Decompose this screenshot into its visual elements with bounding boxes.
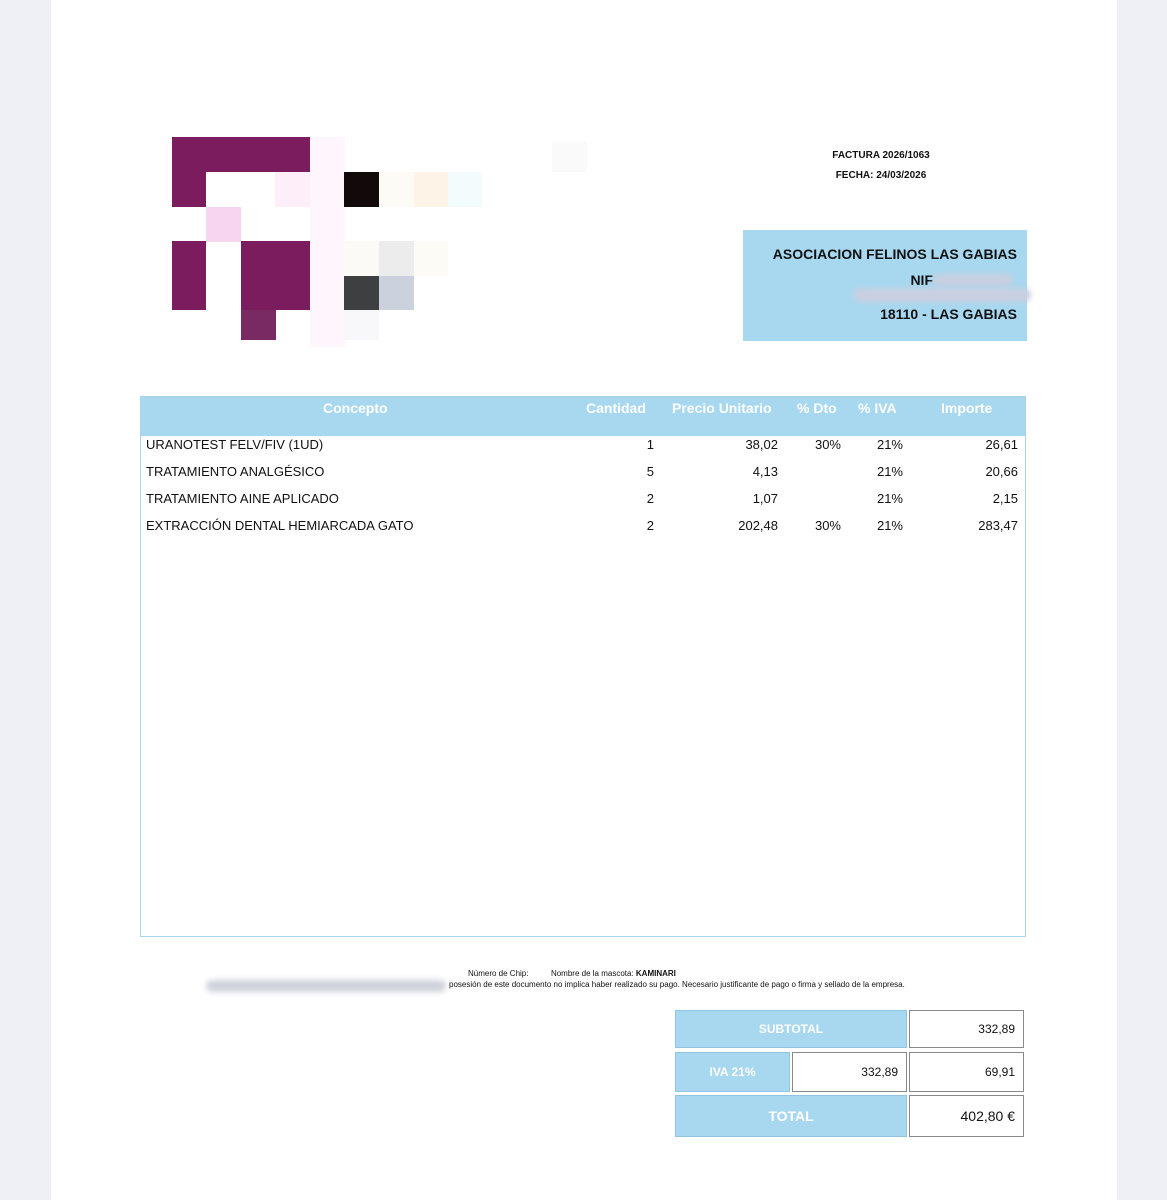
row-precio: 1,07	[752, 491, 778, 506]
client-name: ASOCIACION FELINOS LAS GABIAS	[772, 246, 1017, 262]
subtotal-value: 332,89	[909, 1010, 1024, 1048]
row-cantidad: 1	[646, 437, 654, 452]
client-box	[743, 230, 1027, 341]
chip-label: Número de Chip:	[468, 969, 529, 978]
row-concepto: URANOTEST FELV/FIV (1UD)	[146, 437, 324, 452]
payment-note: posesión de este documento no implica haber realizado su pago. Necesario justificante de pago o firma y sellado de la empresa.	[449, 980, 905, 989]
items-table-header	[141, 397, 1025, 436]
total-value: 402,80 €	[909, 1095, 1024, 1137]
pet-label: Nombre de la mascota:	[550, 969, 634, 978]
row-dto: 30%	[814, 518, 841, 533]
header-cantidad: Cantidad	[586, 400, 646, 416]
items-table	[140, 396, 1026, 937]
row-concepto: TRATAMIENTO ANALGÉSICO	[146, 464, 325, 479]
iva-base: 332,89	[792, 1052, 907, 1092]
row-cantidad: 2	[646, 518, 654, 533]
header-importe: Importe	[941, 400, 993, 416]
client-nif-label: NIF	[910, 272, 933, 288]
row-importe: 283,47	[978, 518, 1018, 533]
row-iva: 21%	[876, 464, 903, 479]
table-row	[141, 437, 1025, 463]
redacted-address	[853, 288, 1031, 302]
row-importe: 20,66	[985, 464, 1018, 479]
redacted-nif	[933, 274, 1013, 286]
header-concepto: Concepto	[323, 400, 388, 416]
header-dto: % Dto	[797, 400, 837, 416]
pet-name: KAMINARI	[635, 969, 676, 978]
row-cantidad: 5	[646, 464, 654, 479]
row-cantidad: 2	[646, 491, 654, 506]
row-precio: 202,48	[738, 518, 778, 533]
row-iva: 21%	[876, 491, 903, 506]
row-concepto: TRATAMIENTO AINE APLICADO	[146, 491, 339, 506]
row-iva: 21%	[876, 518, 903, 533]
row-precio: 38,02	[745, 437, 778, 452]
invoice-page	[51, 0, 1117, 1200]
table-row	[141, 518, 1025, 544]
row-dto: 30%	[814, 437, 841, 452]
header-precio-unitario: Precio Unitario	[672, 400, 772, 416]
row-concepto: EXTRACCIÓN DENTAL HEMIARCADA GATO	[146, 518, 414, 533]
iva-label: IVA 21%	[675, 1052, 790, 1092]
invoice-number: FACTURA 2026/1063	[832, 150, 930, 161]
table-row	[141, 491, 1025, 517]
redacted-note	[206, 980, 446, 992]
row-importe: 26,61	[985, 437, 1018, 452]
row-importe: 2,15	[992, 491, 1018, 506]
row-iva: 21%	[876, 437, 903, 452]
invoice-meta	[751, 146, 1011, 186]
company-logo	[172, 137, 532, 342]
total-label: TOTAL	[675, 1095, 907, 1137]
invoice-date: FECHA: 24/03/2026	[835, 170, 927, 181]
client-city: 18110 - LAS GABIAS	[880, 306, 1017, 322]
table-row	[141, 464, 1025, 490]
row-precio: 4,13	[752, 464, 778, 479]
subtotal-label: SUBTOTAL	[675, 1010, 907, 1048]
header-iva: % IVA	[858, 400, 897, 416]
iva-value: 69,91	[909, 1052, 1024, 1092]
